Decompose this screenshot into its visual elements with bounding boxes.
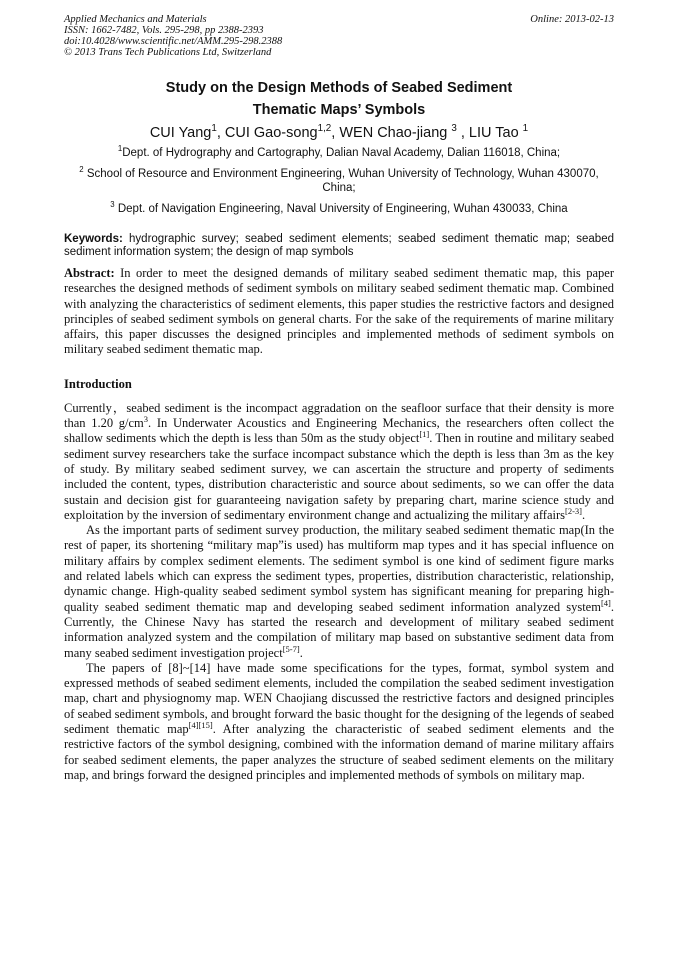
intro-paragraph-1 (64, 401, 614, 523)
online-date: Online: 2013-02-13 (530, 14, 614, 25)
abstract-label: Abstract: (64, 266, 115, 280)
intro-p1-text-1: Currently，seabed sediment is the incompact aggradation on the seafloor surface that their density is more than 1.20 g/cm (64, 400, 614, 431)
intro-p3-text-2: . After analyzing the characteristic of seabed sediment elements and the restrictive factors of the symbol designing, combined with the information demand of marine military affairs for seabed sediment elements, the paper analyzes the structure of seabed sediment elements on the military map, and brings forward the designed principles and implemented methods of symbols on military map. (64, 722, 615, 782)
author-list (64, 123, 614, 143)
intro-p1-citation-1: [1] (419, 429, 430, 440)
author-2-affil: 1,2 (317, 123, 332, 135)
affiliation-1 (64, 146, 614, 161)
author-2: , CUI Gao-song (216, 125, 318, 141)
section-heading-introduction: Introduction (64, 376, 132, 391)
author-1: CUI Yang (149, 125, 212, 141)
intro-p2-text-1: As the important parts of sediment survey production, the military seabed sediment thematic map(In the rest of paper, its shortening “military map”is used) has multiform map types and it has special influence on military affairs by complex sediment elements. The sediment symbol is one kind of sediment figure marks and related labels which can express the sediment types, properties, distribution characteristic, relationship, dynamic change. High-quality seabed sediment symbol system has significant meaning for preparing high-quality seabed sediment thematic map and developing seabed sediment information analyzed system (64, 523, 614, 614)
author-1-affil: 1 (211, 123, 217, 135)
doi-line: doi:10.4028/www.scientific.net/AMM.295-298.2388 (64, 36, 283, 47)
intro-p3-text-1: The papers of [8]~[14] have made some specifications for the types, format, symbol system and expressed methods of seabed sediment elements, included the compilation the seabed sediment investigation map, chart and physiognomy map. WEN Chaojiang discussed the restrictive factors and designed principles of seabed sediment symbols, and brought forward the basic thought for the designing of the legends of seabed sediment thematic map (64, 660, 614, 737)
author-3: , WEN Chao-jiang (331, 125, 452, 141)
affiliation-2-text: School of Resource and Environment Engineering, Wuhan University of Technology, Wuhan 430070, China; (83, 167, 599, 194)
keywords-text: hydrographic survey; seabed sediment elements; seabed sediment thematic map; seabed sediment information system; the design of map symbols (64, 233, 614, 258)
intro-paragraph-3 (64, 661, 614, 783)
issn-line: ISSN: 1662-7482, Vols. 295-298, pp 2388-2393 (64, 25, 264, 36)
author-3-affil: 3 (451, 123, 457, 135)
affiliation-1-text: Dept. of Hydrography and Cartography, Dalian Naval Academy, Dalian 116018, China; (122, 147, 561, 159)
keywords (64, 233, 614, 259)
intro-p3-citation-1: [4][15] (188, 719, 213, 730)
title-line-2: Thematic Maps’ Symbols (252, 102, 426, 118)
abstract (64, 266, 614, 358)
intro-p2-citation-1: [4] (600, 597, 611, 608)
affiliation-2 (64, 164, 614, 196)
paper-title (64, 77, 614, 121)
keywords-label: Keywords: (64, 233, 123, 245)
affiliation-2-mark: 2 (79, 164, 84, 174)
intro-p2-citation-2: [5-7] (282, 643, 300, 654)
intro-p1-text-4: . (582, 507, 586, 522)
affiliation-3-text: Dept. of Navigation Engineering, Naval University of Engineering, Wuhan 430033, China (114, 202, 568, 215)
affiliation-3-mark: 3 (110, 199, 115, 209)
intro-p1-text-2: . In Underwater Acoustics and Engineering Mechanics, the researchers often collect the shallow sediments which the depth is less than 50m as the study object (64, 416, 615, 446)
intro-p1-citation-2: [2-3] (565, 505, 583, 516)
abstract-text: In order to meet the designed demands of military seabed sediment thematic map, this paper researches the designed methods of sediment symbols on military seabed sediment thematic map. Combined with analyzing the characteristics of sediment elements, this paper studies the restrictive factors and designed principles of seabed sediment symbols on general charts. For the sake of the requirements of marine military affairs, this paper discusses the designed principles and implemented methods of sediment symbols on military seabed sediment thematic map. (64, 266, 614, 357)
paper-page (64, 14, 614, 783)
affiliation-3 (64, 199, 614, 217)
intro-p1-text-3: . Then in routine and military seabed sediment survey researchers take the surface incompact substance which the depth is less than 3m as the key of study. By military seabed sediment survey, we can ascertain the structure and property of sediments included the content, types, distribution characteristic and source about sediments, so we can offer the data sustain and decision gist for guaranteeing navigation safety by preparing chart, marine science study and exploitation by the inversion of sedimentary environment change and actualizing the military affairs (64, 431, 614, 522)
intro-p1-sup-1: 3 (143, 413, 149, 424)
author-4-affil: 1 (522, 123, 529, 135)
journal-name: Applied Mechanics and Materials (64, 14, 207, 25)
affiliation-1-mark: 1 (117, 144, 123, 154)
author-4: , LIU Tao (456, 125, 523, 141)
copyright-line: © 2013 Trans Tech Publications Ltd, Switzerland (64, 47, 272, 58)
intro-p2-text-3: . (299, 645, 303, 660)
title-line-1: Study on the Design Methods of Seabed Sediment (165, 80, 513, 96)
journal-header (64, 14, 614, 58)
intro-paragraph-2 (64, 523, 614, 661)
intro-p2-text-2: . Currently, the Chinese Navy has started the research and development of military seabed sediment information analyzed system and the compilation of military map based on substantive sediment data from many seabed sediment investigation project (64, 599, 614, 660)
